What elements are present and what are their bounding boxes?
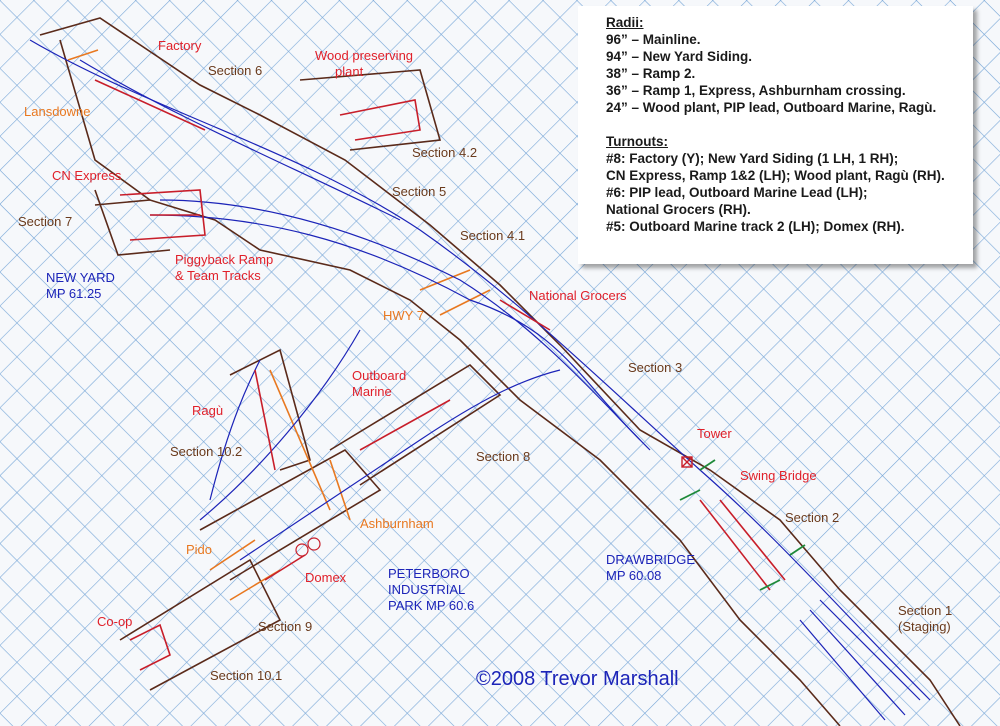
domex-label: Domex [305,570,347,585]
radii-item: 38” – Ramp 2. [606,66,696,81]
section-4-2-label: Section 4.2 [412,145,478,160]
turnouts-item: #5: Outboard Marine track 2 (LH); Domex (RH). [606,219,905,234]
drawbridge-label-line2: MP 60.08 [606,568,662,583]
radii-item: 36” – Ramp 1, Express, Ashburnham crossing. [606,83,906,98]
lansdowne-label: Lansdowne [24,104,91,119]
new-yard-label-line1: NEW YARD [46,270,115,285]
radii-item: 24” – Wood plant, PIP lead, Outboard Marine, Ragù. [606,100,937,115]
turnouts-item: #8: Factory (Y); New Yard Siding (1 LH, 1 RH); [606,151,899,166]
section-6-label: Section 6 [208,63,263,78]
drawbridge-label-line1: DRAWBRIDGE [606,552,696,567]
section-2-label: Section 2 [785,510,840,525]
section-10-2-label: Section 10.2 [170,444,243,459]
copyright-notice: ©2008 Trevor Marshall [476,668,679,690]
national-grocers-label: National Grocers [529,288,627,303]
section-3-label: Section 3 [628,360,683,375]
radii-title: Radii: [606,15,644,30]
wood-preserving-label-line2: plant [335,64,364,79]
peterboro-label-line1: PETERBORO [388,566,470,581]
section-7-label: Section 7 [18,214,73,229]
legend-panel [578,6,973,264]
new-yard-label-line2: MP 61.25 [46,286,102,301]
hwy-7-label: HWY 7 [383,308,424,323]
peterboro-label-line2: INDUSTRIAL [388,582,466,597]
section-8-label: Section 8 [476,449,531,464]
turnouts-title: Turnouts: [606,134,668,149]
outboard-marine-label-line1: Outboard [352,368,407,383]
ragu-label: Ragù [192,403,224,418]
radii-item: 94” – New Yard Siding. [606,49,753,64]
factory-label: Factory [158,38,202,53]
turnouts-item: #6: PIP lead, Outboard Marine Lead (LH); [606,185,868,200]
tower-label: Tower [697,426,732,441]
section-9-label: Section 9 [258,619,313,634]
section-4-1-label: Section 4.1 [460,228,526,243]
cn-express-label: CN Express [52,168,122,183]
pido-label: Pido [186,542,213,557]
co-op-label: Co-op [97,614,133,629]
turnouts-item: National Grocers (RH). [606,202,751,217]
swing-bridge-label: Swing Bridge [740,468,817,483]
radii-item: 96” – Mainline. [606,32,701,47]
outboard-marine-label-line2: Marine [352,384,392,399]
section-5-label: Section 5 [392,184,447,199]
peterboro-label-line3: PARK MP 60.6 [388,598,475,613]
section-1-label-line1: Section 1 [898,603,953,618]
turnouts-item: CN Express, Ramp 1&2 (LH); Wood plant, Ragù (RH). [606,168,945,183]
section-10-1-label: Section 10.1 [210,668,283,683]
piggyback-label-line1: Piggyback Ramp [175,252,274,267]
piggyback-label-line2: & Team Tracks [175,268,261,283]
wood-preserving-label-line1: Wood preserving [315,48,414,63]
section-1-label-line2: (Staging) [898,619,951,634]
ashburnham-label: Ashburnham [360,516,434,531]
